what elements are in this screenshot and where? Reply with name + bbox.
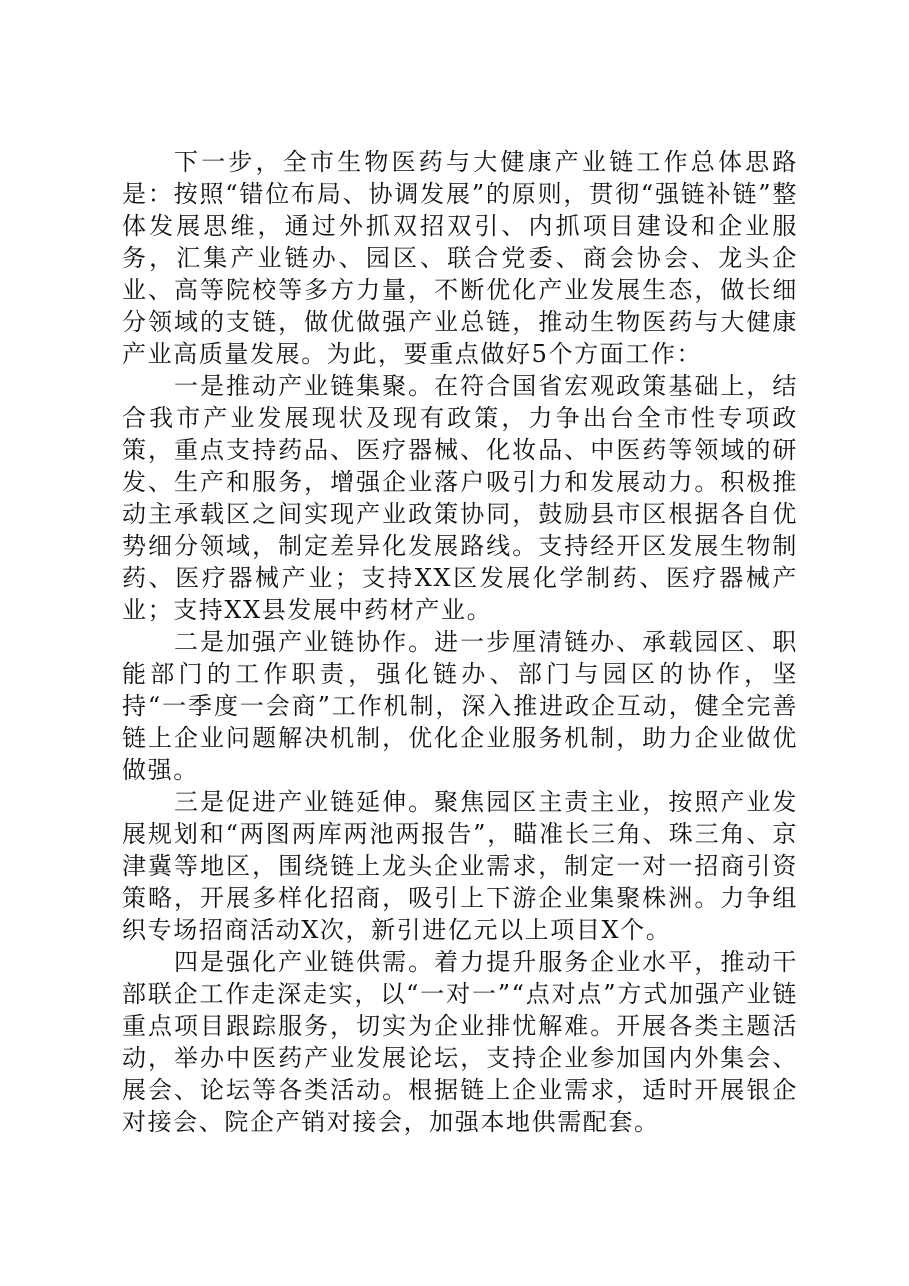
- paragraph-chain-supply-demand: 四是强化产业链供需。着力提升服务企业水平，推动干部联企工作走深走实，以“一对一”“点对点”方式加强产业链重点项目跟踪服务，切实为企业排忧解难。开展各类主题活动，举办中医药产业发展论坛，支持企业参加国内外集会、展会、论坛等各类活动。根据链上企业需求，适时开展银企对接会、院企产销对接会，加强本地供需配套。: [122, 948, 798, 1136]
- paragraph-chain-cooperation: 二是加强产业链协作。进一步厘清链办、承载园区、职能部门的工作职责，强化链办、部门与园区的协作，坚持“一季度一会商”工作机制，深入推进政企互动，健全完善链上企业问题解决机制，优化企业服务机制，助力企业做优做强。: [122, 628, 798, 784]
- paragraph-overall-approach: 下一步，全市生物医药与大健康产业链工作总体思路是：按照“错位布局、协调发展”的原则，贯彻“强链补链”整体发展思维，通过外抓双招双引、内抓项目建设和企业服务，汇集产业链办、园区、联合党委、商会协会、龙头企业、高等院校等多方力量，不断优化产业发展生态，做长细分领域的支链，做优做强产业总链，推动生物医药与大健康产业高质量发展。为此，要重点做好5个方面工作：: [122, 148, 798, 368]
- paragraph-chain-cluster: 一是推动产业链集聚。在符合国省宏观政策基础上，结合我市产业发展现状及现有政策，力争出台全市性专项政策，重点支持药品、医疗器械、化妆品、中医药等领域的研发、生产和服务，增强企业落户吸引力和发展动力。积极推动主承载区之间实现产业政策协同，鼓励县市区根据各自优势细分领域，制定差异化发展路线。支持经开区发展生物制药、医疗器械产业；支持XX区发展化学制药、医疗器械产业；支持XX县发展中药材产业。: [122, 372, 798, 624]
- document-body: [122, 146, 798, 1138]
- paragraph-chain-extension: 三是促进产业链延伸。聚焦园区主责主业，按照产业发展规划和“两图两库两池两报告”，瞄准长三角、珠三角、京津冀等地区，围绕链上龙头企业需求，制定一对一招商引资策略，开展多样化招商，吸引上下游企业集聚株洲。力争组织专场招商活动X次，新引进亿元以上项目X个。: [122, 788, 798, 944]
